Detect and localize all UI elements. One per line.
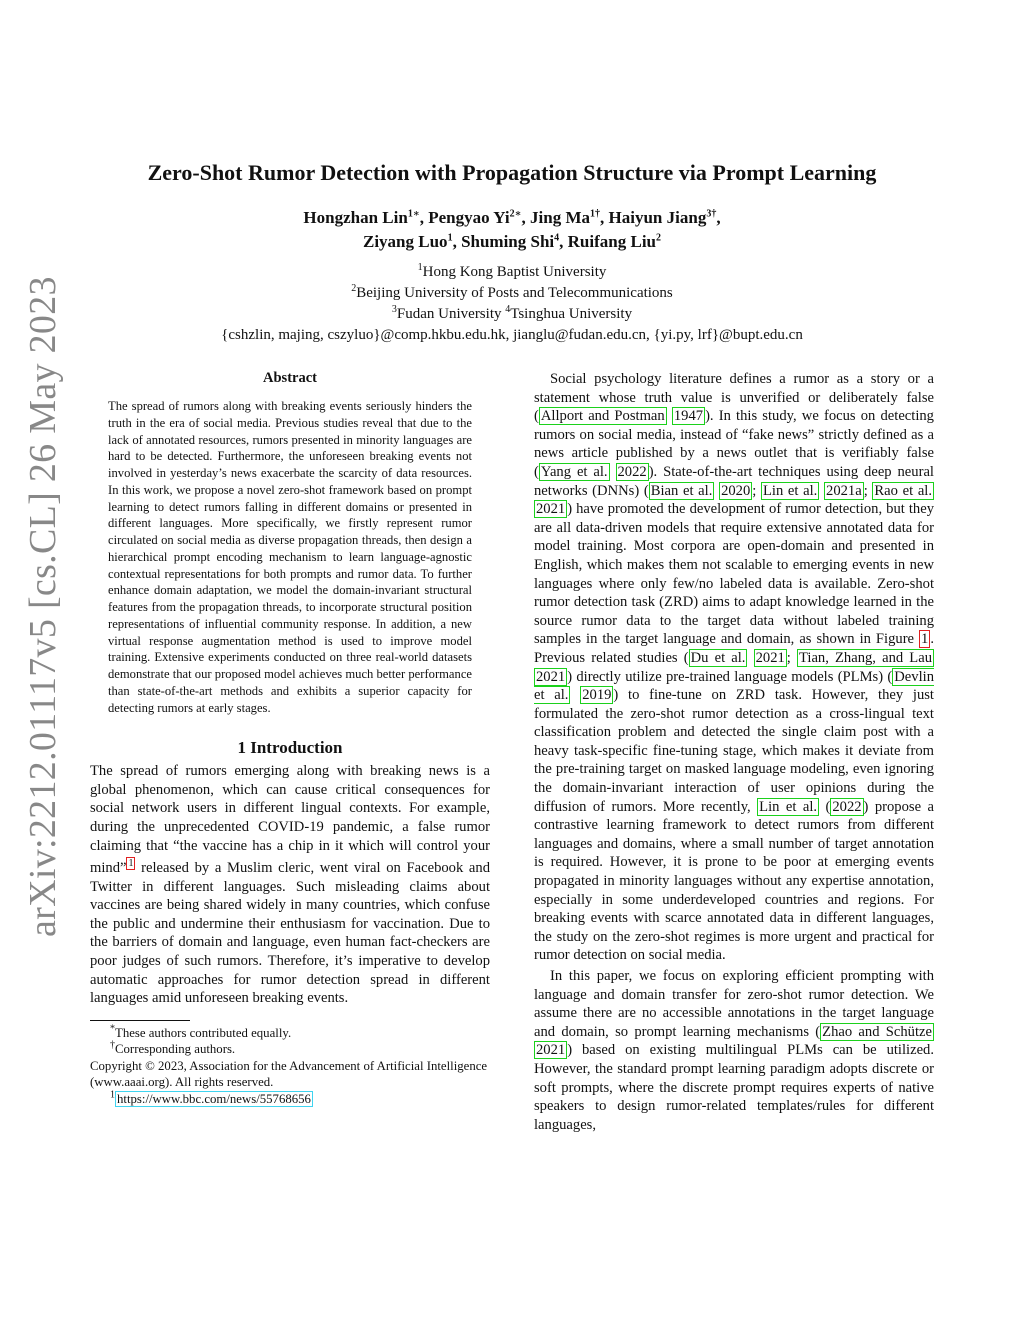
author-mark: 2∗ <box>509 208 522 220</box>
footnote-mark: * <box>110 1023 115 1035</box>
author-mark: 1† <box>590 208 601 220</box>
footnote-mark: 1 <box>110 1089 115 1101</box>
affiliation-name: Hong Kong Baptist University <box>422 264 607 280</box>
affiliation-name: Beijing University of Posts and Telecommunications <box>356 285 673 301</box>
author-mark: 4 <box>554 232 560 244</box>
citation-link[interactable]: Devlin et al. <box>534 668 934 704</box>
author-name: Ziyang Luo <box>363 232 448 251</box>
section-heading-introduction: 1 Introduction <box>237 738 343 758</box>
bbc-news-link[interactable]: https://www.bbc.com/news/55768656 <box>117 1091 311 1106</box>
paragraph-text <box>747 650 753 666</box>
paragraph-text: ) propose a contrastive learning framework to detect rumors from different languages and domains, where a small number of target annotation is required. However, it is prone to be poor at emerging events propagated in minority languages without any expertise annotation, especially in some underdeveloped countries and regions. For breaking events with scarce annotated data in different languages, the study on the zero-shot regimes is more urgent and practical for rumor detection on social media. <box>534 798 934 964</box>
citation-link[interactable]: Rao et al. <box>874 482 932 499</box>
affiliation-mark: 2 <box>351 283 357 294</box>
citation-link[interactable]: Allport and Postman <box>540 408 665 425</box>
author-list <box>0 206 1024 254</box>
paragraph-text: ). In this study, we focus on detecting rumors on social media, instead of “fake news” strictly defined as a news article published by a news outlet that is verifiably false ( <box>534 408 934 480</box>
paragraph-text: ) based on existing multilingual PLMs can be utilized. However, the standard prompt learning paradigm adopts discrete or soft prompts, where the discrete prompt requires experts of native speakers to design rumor-related templates/rules for different languages, <box>534 1042 934 1133</box>
right-column <box>534 370 934 1134</box>
author-name: Ruifang Liu <box>567 232 656 251</box>
intro-paragraph-rumor-definition <box>534 370 934 965</box>
citation-link[interactable]: 2020 <box>721 482 751 499</box>
paragraph-text: ( <box>819 798 831 815</box>
citation-link[interactable]: Lin et al. <box>759 798 818 815</box>
paragraph-text: In this paper, we focus on exploring efficient prompting with language and domain transfer for zero-shot rumor detection. We assume there are no accessible annotations in the target language and domain, so prompt learning mechanisms ( <box>534 968 934 1040</box>
citation-link[interactable]: 2019 <box>582 687 612 704</box>
affiliation-1 <box>0 262 1024 283</box>
citation-link[interactable]: Bian et al. <box>650 482 713 499</box>
citation-link[interactable]: 2021 <box>755 649 785 666</box>
paragraph-text: ; <box>786 649 797 666</box>
figure-link[interactable]: 1 <box>921 631 929 648</box>
abstract-text: The spread of rumors along with breaking events seriously hinders the truth in the era of social media. Previous studies reveal that due to the lack of annotated resources, rumors presented in minority languages are hard to be detected. Furthermore, the unforeseen breaking events not involved in yesterday’s news exacerbate the scarcity of data resources. In this work, we propose a novel zero-shot framework based on prompt learning to detect rumors falling in different domains or presented in different languages. More specifically, we firstly represent rumor circulated on social media as diverse propagation threads, then design a hierarchical prompt encoding mechanism to learn language-agnostic contextual representations for both prompts and rumor data. To further enhance domain adaptation, we model the domain-invariant structural features from the propagation threads, to incorporate structural position representations of influential community response. In addition, a new virtual response augmentation method is used to improve model training. Extensive experiments conducted on three real-world datasets demonstrate that our proposed model achieves much better performance than state-of-the-art methods and exhibits a superior capacity for detecting rumors at early stages. <box>108 399 472 715</box>
footnote-text: Corresponding authors. <box>115 1042 236 1057</box>
intro-paragraph-prompting <box>534 967 934 1134</box>
author-mark: 1 <box>447 232 453 244</box>
author-name: Jing Ma <box>530 208 591 227</box>
paper-title: Zero-Shot Rumor Detection with Propagation Structure via Prompt Learning <box>147 160 877 185</box>
paragraph-text: ) have promoted the development of rumor detection, but they are all data-driven models that require extensive annotated data for model training. Most corpora are open-domain and presented in English, which makes them not scalable to emerging events in new languages where only few/no labeled data is available. Zero-shot rumor detection task (ZRD) aims to adapt knowledge learned in the source rumor data to the target data without labeled training samples in the target language and domain, as shown in Figure <box>534 501 934 648</box>
intro-paragraph <box>90 762 490 1008</box>
author-name: Pengyao Yi <box>428 208 510 227</box>
footnote-link[interactable]: 1 <box>128 858 134 870</box>
citation-link[interactable]: 2021 <box>536 501 566 518</box>
paragraph-text: . Previous related studies ( <box>534 631 934 666</box>
footnote-corresponding <box>90 1041 490 1058</box>
paragraph-text <box>610 464 616 480</box>
paragraph-text: ) to fine-tune on ZRD task. However, they just formulated the zero-shot rumor detection as a cross-lingual text classification problem and detected the single claim post with a heavy task-specific fine-tuning stage, which makes it deviate from the pre-training target on masked language modeling, even ignoring the domain-invariant interaction of user opinions during the diffusion of rumors. More recently, <box>534 687 934 815</box>
copyright-notice: Copyright © 2023, Association for the Advancement of Artificial Intelligence (www.aaai.org). All rights reserved. <box>90 1058 488 1090</box>
citation-link[interactable]: 2021 <box>536 668 566 685</box>
citation-link[interactable]: Yang et al. <box>540 463 608 480</box>
paragraph-text: ). State-of-the-art techniques using deep neural networks (DNNs) ( <box>534 463 934 499</box>
abstract-heading: Abstract <box>263 370 317 386</box>
author-mark: 2 <box>656 232 661 244</box>
paragraph-text: The spread of rumors emerging along with breaking news is a global phenomenon, which can cause critical consequences for social network users in different lingual contexts. For example, during the unprecedented COVID-19 pandemic, a false rumor claiming that “the vaccine has a chip in it which will control your mind” <box>90 763 490 877</box>
left-column <box>90 370 490 1107</box>
affiliation-3-4 <box>0 304 1024 325</box>
citation-link[interactable]: Tian, Zhang, and Lau <box>799 649 933 666</box>
affiliation-name: Fudan University <box>396 306 502 322</box>
author-name: Hongzhan Lin <box>303 208 408 227</box>
paragraph-text: Social psychology literature defines a rumor as a story or a statement whose truth value is unverified or deliberately false ( <box>534 371 934 425</box>
author-emails: {cshzlin, majing, cszyluo}@comp.hkbu.edu.hk, jianglu@fudan.edu.cn, {yi.py, lrf}@bupt.edu.cn <box>221 327 803 343</box>
arxiv-identifier: arXiv:2212.01117v5 [cs.CL] 26 May 2023 <box>22 276 64 937</box>
citation-link[interactable]: 2021 <box>536 1042 566 1059</box>
author-mark: 1∗ <box>407 208 420 220</box>
citation-link[interactable]: Lin et al. <box>762 482 818 499</box>
citation-link[interactable]: Du et al. <box>690 649 746 666</box>
affiliation-mark: 4 <box>505 304 511 315</box>
author-line-1: Hongzhan Lin$^{1∗}$, Pengyao $Yi^{2∗}$, Jing $Ma^{1\dagger}$, Haiyun Jiang$^{3\dagger}$, <box>303 208 721 227</box>
footnote-url <box>90 1091 490 1108</box>
citation-link[interactable]: 2022 <box>617 463 647 480</box>
author-line-2: Ziyang Luo$^1$, Shuming Shi$^4$, Ruifang Liu$^2$ <box>363 232 661 251</box>
citation-link[interactable]: 2021a <box>826 482 862 499</box>
affiliation-mark: 3 <box>391 304 397 315</box>
affiliation-mark: 1 <box>417 262 423 273</box>
author-name: Haiyun Jiang <box>608 208 707 227</box>
footnote-rule <box>90 1020 190 1021</box>
footnote-equal-contribution <box>90 1025 490 1042</box>
author-mark: 3† <box>706 208 717 220</box>
footnote-text: These authors contributed equally. <box>115 1025 292 1040</box>
paragraph-text: ; <box>752 482 761 499</box>
affiliation-2 <box>0 283 1024 304</box>
citation-link[interactable]: Zhao and Schütze <box>822 1023 932 1040</box>
citation-link[interactable]: 1947 <box>673 408 704 425</box>
affiliations <box>0 262 1024 346</box>
citation-link[interactable]: 2022 <box>832 798 862 815</box>
affiliation-name: Tsinghua University <box>510 306 633 322</box>
paragraph-text: released by a Muslim cleric, went viral on Facebook and Twitter in different languages. Such misleading claims about vaccines are being shared widely in many countries, which confuse the public and undermine their enthusiasm for vaccination. Due to the barriers of domain and language, even human fact-checkers are poor judges of such rumors. Therefore, it’s imperative to develop automatic approaches for rumor detection spread in different languages amid unforeseen breaking events. <box>90 860 490 1007</box>
paragraph-text: ) directly utilize pre-trained language models (PLMs) ( <box>567 668 893 685</box>
author-name: Shuming Shi <box>461 232 555 251</box>
paragraph-text <box>570 687 580 703</box>
footnote-mark: † <box>110 1040 115 1052</box>
paragraph-text: ; <box>863 482 873 499</box>
